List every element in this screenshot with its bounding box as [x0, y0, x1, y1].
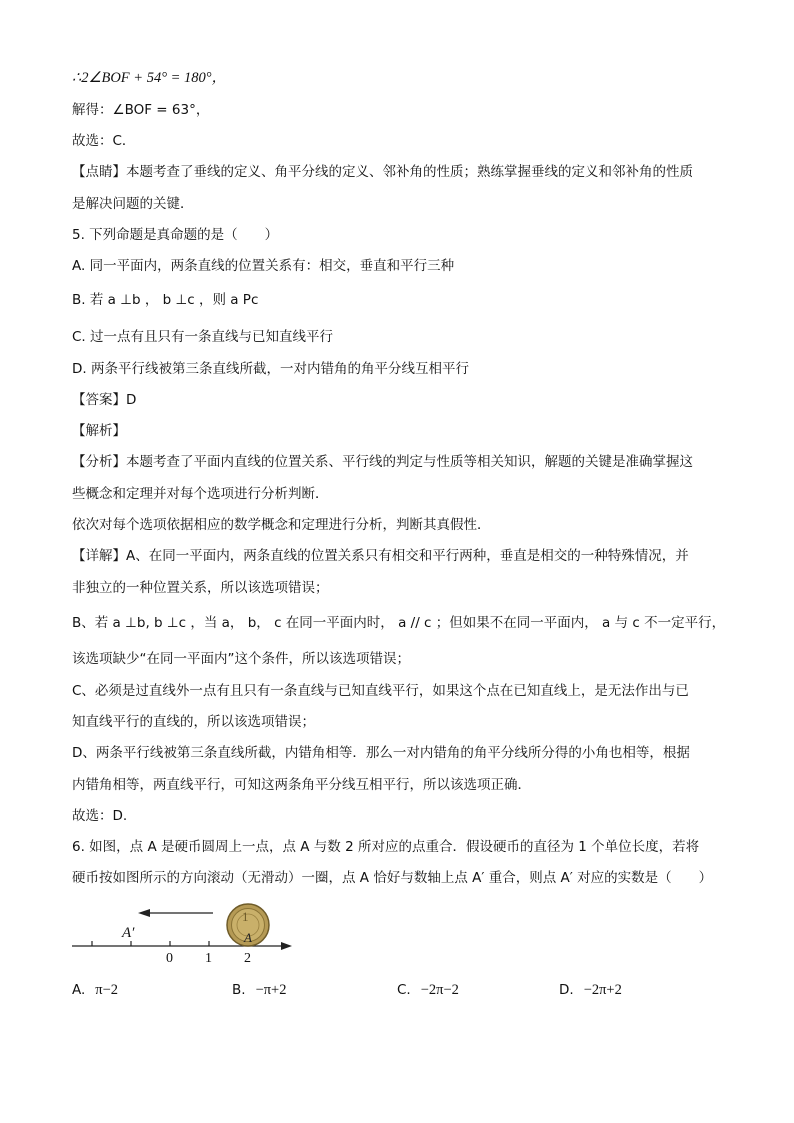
question-5-option-b: B. 若 a ⊥b ， b ⊥c ，则 a Pc: [72, 292, 259, 308]
detail-line: 内错角相等，两直线平行，可知这两条角平分线互相平行，所以该选项正确．: [72, 777, 531, 793]
option-letter: C.: [397, 982, 411, 998]
option-letter: D.: [559, 982, 574, 998]
equation-line: ∴2∠BOF + 54° = 180°，: [72, 70, 227, 86]
detail-line: C、必须是过直线外一点有且只有一条直线与已知直线平行，如果这个点在已知直线上，是无法作出与已: [72, 683, 689, 699]
point-a-label: A: [244, 930, 252, 945]
option-letter: B.: [232, 982, 246, 998]
comment-line: 是解决问题的关键．: [72, 196, 194, 212]
option-c: [397, 982, 459, 999]
analysis-heading: 【解析】: [72, 423, 126, 439]
analysis-line: 依次对每个选项依据相应的数学概念和定理进行分析，判断其真假性．: [72, 517, 491, 533]
point-a-prime-label: A′: [122, 925, 135, 941]
question-5-option-d: D. 两条平行线被第三条直线所截，一对内错角的角平分线互相平行: [72, 361, 469, 377]
option-value: π−2: [95, 982, 119, 998]
axis-label-1: 1: [205, 951, 212, 966]
detail-line: D、两条平行线被第三条直线所截，内错角相等．那么一对内错角的角平分线所分得的小角也相等，根据: [72, 745, 690, 761]
axis-label-2: 2: [244, 951, 251, 966]
question-6-stem: 硬币按如图所示的方向滚动（无滑动）一圈，点 A 恰好与数轴上点 A′ 重合，则点 A′ 对应的实数是（ ）: [72, 870, 713, 886]
coin-denomination: 1: [242, 909, 249, 924]
option-value: −2π−2: [420, 982, 459, 998]
option-letter: A.: [72, 982, 86, 998]
detail-line: B、若 a ⊥b, b ⊥c ，当 a， b， c 在同一平面内时， a // c ；但如果不在同一平面内， a 与 c 不一定平行，: [72, 615, 726, 631]
option-b: [232, 982, 287, 999]
question-6-stem: 6. 如图，点 A 是硬币圆周上一点，点 A 与数 2 所对应的点重合．假设硬币的直径为 1 个单位长度，若将: [72, 839, 700, 855]
axis-arrowhead: [281, 942, 292, 950]
analysis-line: 【分析】本题考查了平面内直线的位置关系、平行线的判定与性质等相关知识，解题的关键是准确掌握这: [72, 454, 693, 470]
detail-line: 知直线平行的直线的，所以该选项错误；: [72, 714, 315, 730]
question-5-option-c: C. 过一点有且只有一条直线与已知直线平行: [72, 329, 334, 345]
detail-line: 【详解】A、在同一平面内，两条直线的位置关系只有相交和平行两种，垂直是相交的一种特殊情况，并: [72, 548, 689, 564]
question-5-option-a: A. 同一平面内，两条直线的位置关系有：相交，垂直和平行三种: [72, 258, 455, 274]
answer-choice-line: 故选：C．: [72, 133, 136, 149]
answer-choice-line: 故选：D.: [72, 808, 128, 824]
option-value: −π+2: [255, 982, 287, 998]
detail-line: 该选项缺少“在同一平面内”这个条件，所以该选项错误；: [72, 651, 410, 667]
answer-heading: 【答案】D: [72, 392, 137, 408]
question-5-stem: 5. 下列命题是真命题的是（ ）: [72, 227, 279, 243]
number-line-figure: [60, 895, 320, 970]
detail-line: 非独立的一种位置关系，所以该选项错误；: [72, 580, 329, 596]
direction-arrowhead: [138, 909, 150, 917]
question-6-options: [72, 982, 692, 1004]
analysis-line: 些概念和定理并对每个选项进行分析判断．: [72, 486, 329, 502]
axis-label-0: 0: [166, 951, 173, 966]
option-a: [72, 982, 118, 999]
option-d: [559, 982, 622, 999]
comment-line: 【点睛】本题考查了垂线的定义、角平分线的定义、邻补角的性质；熟练掌握垂线的定义和邻补角的性质: [72, 164, 693, 180]
solution-line: 解得：∠BOF = 63°，: [72, 102, 210, 118]
option-value: −2π+2: [583, 982, 622, 998]
